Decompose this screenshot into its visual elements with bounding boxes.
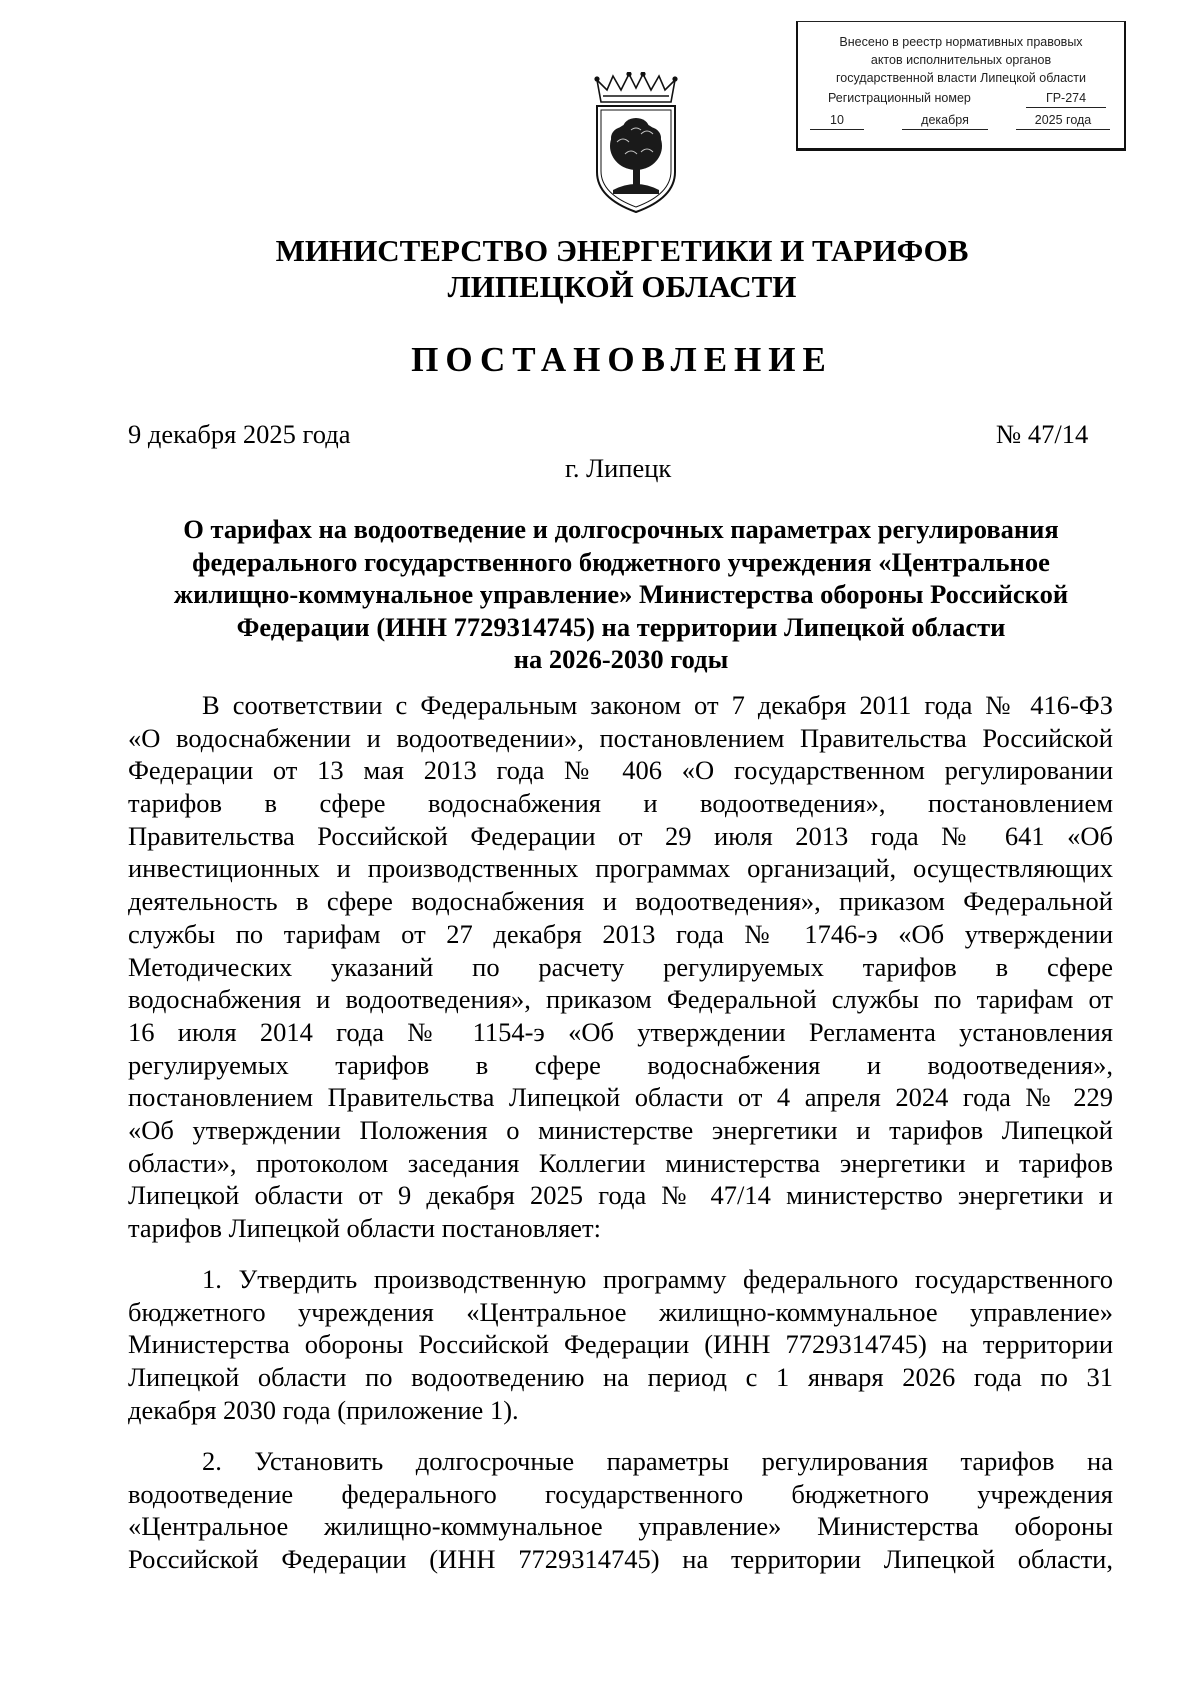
text-line: Липецкой области по водоотведению на период с 1 января 2026 года по 31 <box>128 1362 1113 1393</box>
stamp-day: 10 <box>810 111 864 130</box>
stamp-month: декабря <box>902 111 988 130</box>
text-line: Методических указаний по расчету регулируемых тарифов в сфере <box>128 951 1113 982</box>
text-line: регулируемых тарифов в сфере водоснабжения и водоотведения», <box>128 1049 1113 1080</box>
text-line: 1. Утвердить производственную программу федерального государственного <box>202 1264 1113 1294</box>
stamp-reg-row <box>798 89 1124 107</box>
text-line: Федерации от 13 мая 2013 года № 406 «О государственном регулировании <box>128 755 1113 786</box>
text-line: деятельность в сфере водоснабжения и водоотведения», приказом Федеральной <box>128 886 1113 917</box>
text-line: 2. Установить долгосрочные параметры регулирования тарифов на <box>202 1446 1113 1476</box>
stamp-line: государственной власти Липецкой области <box>835 71 1087 85</box>
item-2-paragraph <box>128 1445 1113 1576</box>
text-line: В соответствии с Федеральным законом от 7 декабря 2011 года № 416-ФЗ <box>202 690 1113 720</box>
stamp-date-row <box>798 111 1124 129</box>
stamp-year: 2025 года <box>1016 111 1110 130</box>
title-line: на 2026-2030 годы <box>513 644 729 674</box>
text-line: водоснабжения и водоотведения», приказом Федеральной службы по тарифам от <box>128 984 1113 1015</box>
ministry-name-line: ЛИПЕЦКОЙ ОБЛАСТИ <box>447 269 797 304</box>
ministry-name-line: МИНИСТЕРСТВО ЭНЕРГЕТИКИ И ТАРИФОВ <box>275 233 969 268</box>
text-line: «Центральное жилищно-коммунальное управление» Министерства обороны <box>128 1511 1113 1542</box>
text-line: «О водоснабжении и водоотведении», постановлением Правительства Российской <box>128 722 1113 753</box>
stamp-reg-label: Регистрационный номер <box>828 91 971 105</box>
stamp-reg-number: ГР-274 <box>1026 89 1106 108</box>
item-1-paragraph <box>128 1263 1113 1426</box>
preamble-paragraph <box>128 689 1113 1245</box>
text-line: инвестиционных и производственных программах организаций, осуществляющих <box>128 853 1113 884</box>
stamp-line: актов исполнительных органов <box>870 53 1052 67</box>
text-line: Липецкой области от 9 декабря 2025 года № 47/14 министерство энергетики и <box>128 1180 1113 1211</box>
title-line: жилищно-коммунальное управление» Министерства обороны Российской <box>173 579 1069 609</box>
text-line: «Об утверждении Положения о министерстве энергетики и тарифов Липецкой <box>128 1114 1113 1145</box>
text-line: бюджетного учреждения «Центральное жилищно-коммунальное управление» <box>128 1296 1113 1327</box>
document-date: 9 декабря 2025 года <box>128 419 351 449</box>
text-line: Российской Федерации (ИНН 7729314745) на территории Липецкой области, <box>128 1544 1113 1575</box>
document-number: № 47/14 <box>996 419 1089 449</box>
ministry-name <box>0 233 1200 305</box>
document-type: ПОСТАНОВЛЕНИЕ <box>411 340 833 379</box>
text-line: декабря 2030 года (приложение 1). <box>128 1394 519 1425</box>
text-line: постановлением Правительства Липецкой области от 4 апреля 2024 года № 229 <box>128 1082 1113 1113</box>
title-line: федерального государственного бюджетного учреждения «Центральное <box>192 546 1050 577</box>
title-line: Федерации (ИНН 7729314745) на территории Липецкой области <box>236 611 1006 642</box>
stamp-line: Внесено в реестр нормативных правовых <box>839 35 1083 49</box>
registry-stamp <box>796 21 1126 151</box>
text-line: Министерства обороны Российской Федерации (ИНН 7729314745) на территории <box>128 1329 1113 1360</box>
lipetsk-coat-of-arms-icon <box>593 72 679 214</box>
text-line: службы по тарифам от 27 декабря 2013 года № 1746-э «Об утверждении <box>128 918 1113 949</box>
text-line: области», протоколом заседания Коллегии министерства энергетики и тарифов <box>128 1147 1113 1178</box>
text-line: 16 июля 2014 года № 1154-э «Об утверждении Регламента установления <box>128 1016 1113 1047</box>
text-line: тарифов Липецкой области постановляет: <box>128 1213 601 1243</box>
text-line: тарифов в сфере водоснабжения и водоотведения», постановлением <box>128 788 1113 819</box>
text-line: Правительства Российской Федерации от 29 июля 2013 года № 641 «Об <box>128 820 1113 851</box>
document-city: г. Липецк <box>565 453 672 483</box>
text-line: водоотведение федерального государственного бюджетного учреждения <box>128 1478 1113 1509</box>
title-line: О тарифах на водоотведение и долгосрочных параметрах регулирования <box>183 514 1059 544</box>
document-title <box>130 513 1112 676</box>
